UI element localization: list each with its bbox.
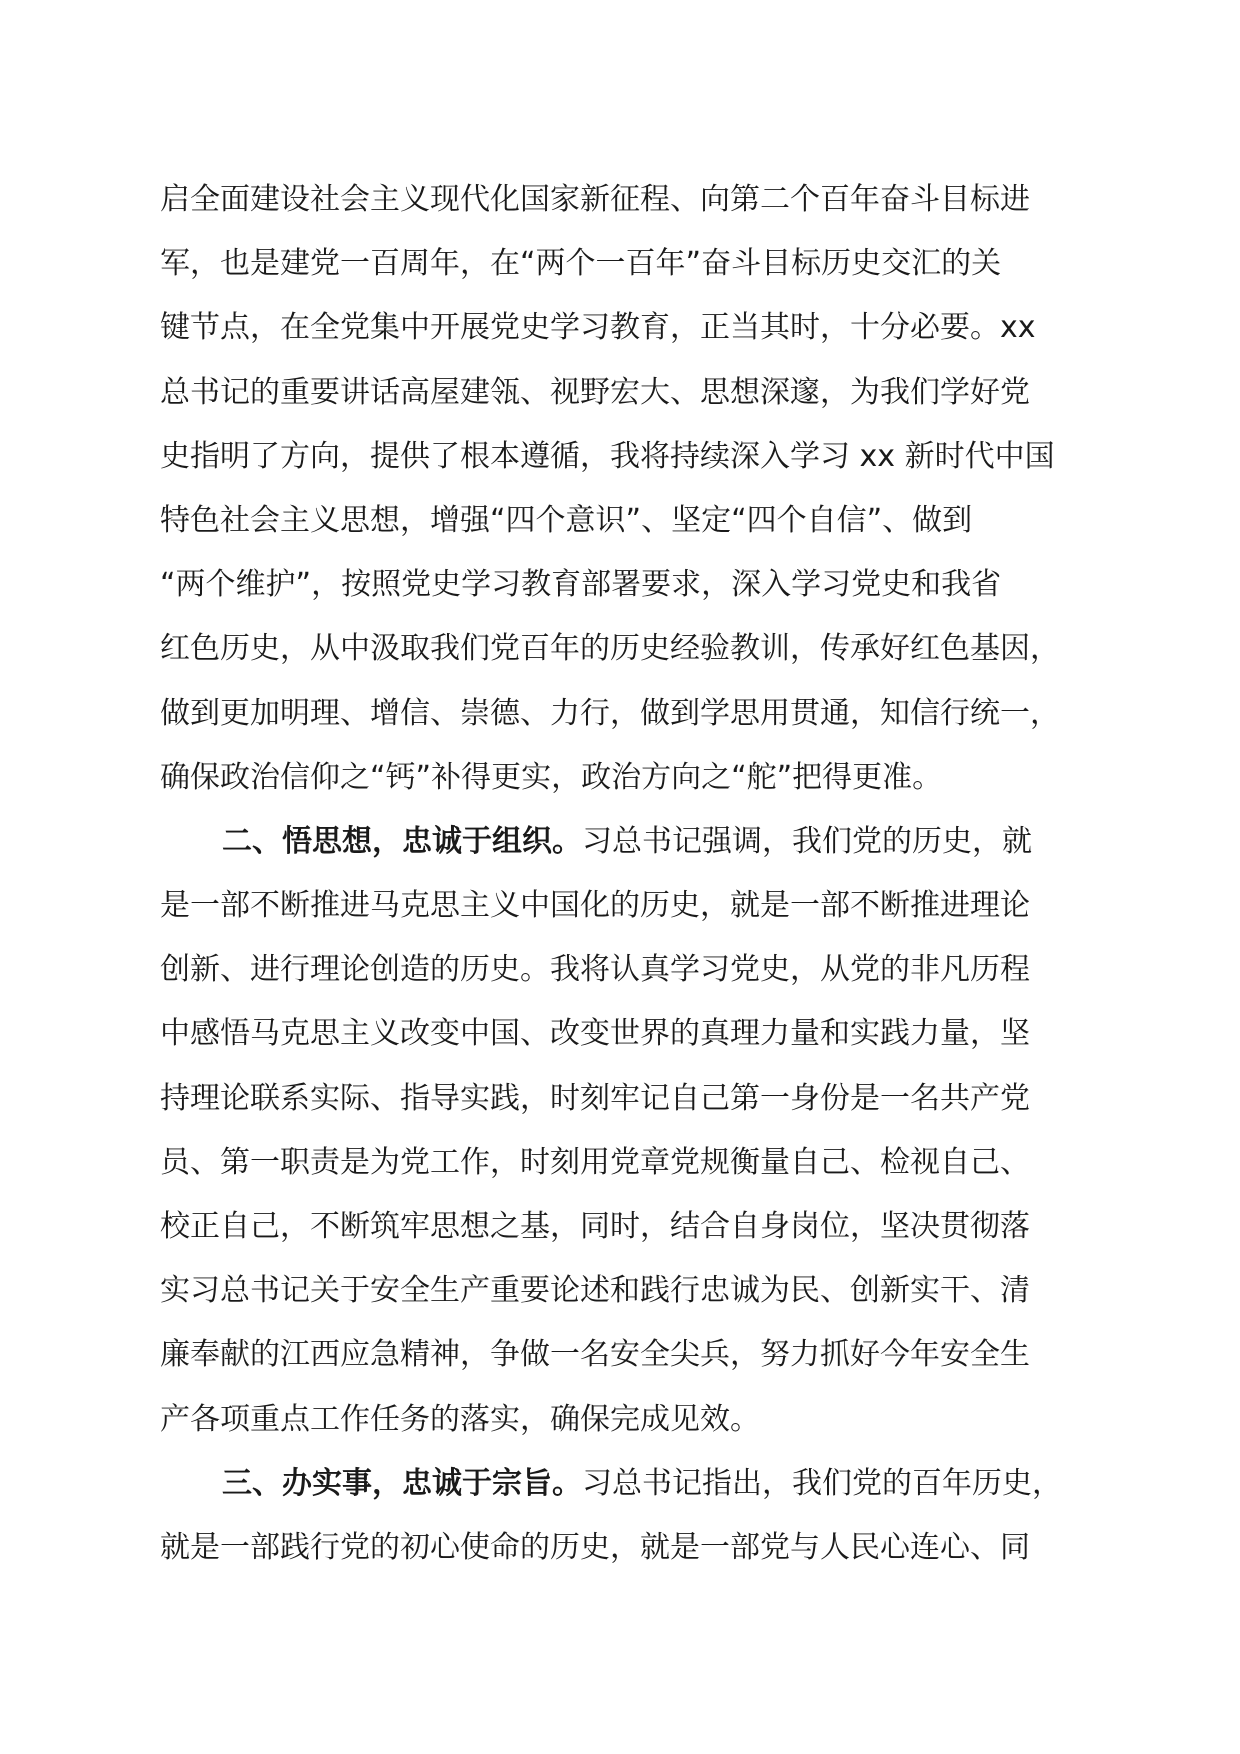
text-line: 特色社会主义思想，增强“四个意识”、坚定“四个自信”、做到: [160, 502, 973, 538]
text-run: 习总书记指出，我们党的百年历史，: [582, 1465, 1062, 1501]
text-line: 做到更加明理、增信、崇德、力行，做到学思用贯通，知信行统一，: [160, 695, 1060, 731]
text-line: 产各项重点工作任务的落实，确保完成见效。: [160, 1401, 760, 1437]
text-line: 持理论联系实际、指导实践，时刻牢记自己第一身份是一名共产党: [160, 1080, 1030, 1116]
text-line: 红色历史，从中汲取我们党百年的历史经验教训，传承好红色基因，: [160, 631, 1060, 667]
text-line: 就是一部践行党的初心使命的历史，就是一部党与人民心连心、同: [160, 1529, 1030, 1565]
document-body: [160, 168, 1120, 1580]
text-line: “两个维护”，按照党史学习教育部署要求，深入学习党史和我省: [160, 567, 1002, 603]
paragraph-2: [160, 810, 1120, 1452]
text-line: 确保政治信仰之“钙”补得更实，政治方向之“舵”把得更准。: [160, 759, 943, 795]
text-line: 实习总书记关于安全生产重要论述和践行忠诚为民、创新实干、清: [160, 1273, 1030, 1309]
text-line: 是一部不断推进马克思主义中国化的历史，就是一部不断推进理论: [160, 888, 1030, 924]
paragraph-first-line: [160, 1452, 1120, 1516]
text-line: 创新、进行理论创造的历史。我将认真学习党史，从党的非凡历程: [160, 952, 1030, 988]
text-line: 中感悟马克思主义改变中国、改变世界的真理力量和实践力量，坚: [160, 1016, 1030, 1052]
text-line: 校正自己，不断筑牢思想之基，同时，结合自身岗位，坚决贯彻落: [160, 1209, 1030, 1244]
text-line: 史指明了方向，提供了根本遵循，我将持续深入学习 xx 新时代中国: [160, 438, 1055, 474]
paragraph-3: [160, 1452, 1120, 1580]
section-heading: 三、办实事，忠诚于宗旨。: [222, 1465, 582, 1501]
text-line: 廉奉献的江西应急精神，争做一名安全尖兵，努力抓好今年安全生: [160, 1337, 1030, 1373]
paragraph-1: [160, 168, 1120, 810]
text-line: 键节点，在全党集中开展党史学习教育，正当其时，十分必要。xx: [160, 310, 1036, 346]
paragraph-first-line: [160, 810, 1120, 874]
text-run: 习总书记强调，我们党的历史，就: [582, 823, 1032, 859]
text-line: 启全面建设社会主义现代化国家新征程、向第二个百年奋斗目标进: [160, 182, 1030, 217]
text-line: 员、第一职责是为党工作，时刻用党章党规衡量自己、检视自己、: [160, 1144, 1030, 1180]
section-heading: 二、悟思想，忠诚于组织。: [222, 823, 582, 859]
text-line: 总书记的重要讲话高屋建瓴、视野宏大、思想深邃，为我们学好党: [160, 374, 1030, 410]
text-line: 军，也是建党一百周年，在“两个一百年”奋斗目标历史交汇的关: [160, 246, 1002, 282]
